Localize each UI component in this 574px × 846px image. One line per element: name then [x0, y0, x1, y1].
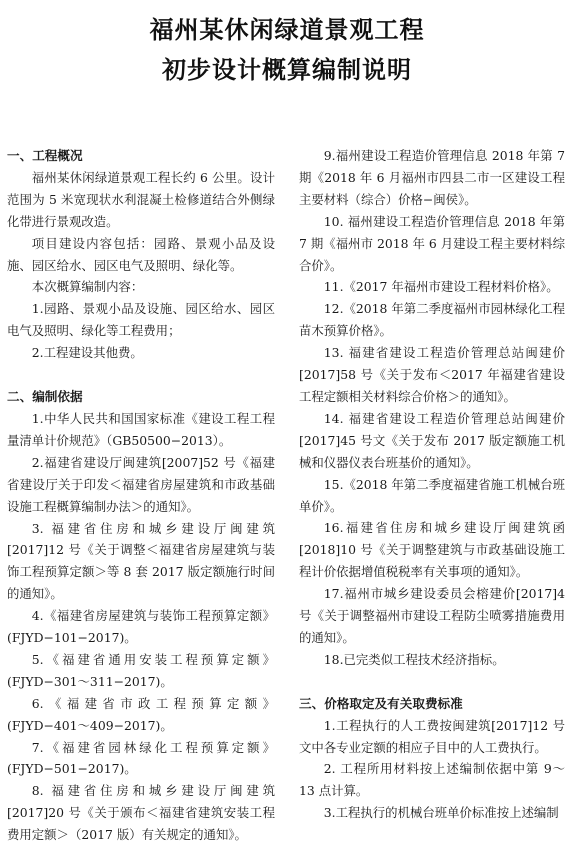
paragraph: 18.已完类似工程技术经济指标。: [323, 651, 505, 667]
paragraph: 11.《2017 年福州市建设工程材料价格》。: [323, 279, 559, 295]
right-column: [299, 145, 565, 824]
paragraph: 14. 福建省建设工程造价管理总站闽建价[2017]45 号文《关于发布 2017 版定额施工机械和仪器仪表台班基价的通知》。: [299, 410, 565, 470]
section-heading: 三、价格取定及有关取费标准: [299, 695, 463, 711]
paragraph: 16.福建省住房和城乡建设厅闽建筑函[2018]10 号《关于调整建筑与市政基础设施工程计价依据增值税税率有关事项的通知》。: [299, 520, 565, 580]
paragraph: 1.工程执行的人工费按闽建筑[2017]12 号文中各专业定额的相应子目中的人工费执行。: [299, 717, 565, 755]
paragraph: 17.福州市城乡建设委员会榕建价[2017]4 号《关于调整福州市建设工程防尘喷雾措施费用的通知》。: [299, 586, 565, 645]
left-column: [7, 145, 275, 846]
paragraph: 6.《福建省市政工程预算定额》(FJYD−401～409−2017)。: [7, 695, 275, 733]
paragraph: 2.福建省建设厅闽建筑[2007]52 号《福建省建设厅关于印发＜福建省房屋建筑和市政基础设施工程概算编制办法＞的通知》。: [7, 454, 275, 514]
document-title-line1: 福州某休闲绿道景观工程: [149, 16, 425, 44]
paragraph: 7.《福建省园林绿化工程预算定额》(FJYD−501−2017)。: [7, 739, 275, 777]
paragraph: 1.园路、景观小品及设施、园区给水、园区电气及照明、绿化等工程费用；: [7, 301, 275, 339]
paragraph: 15.《2018 年第二季度福建省施工机械台班单价》。: [299, 476, 565, 514]
paragraph: 5.《福建省通用安装工程预算定额》(FJYD−301～311−2017)。: [7, 651, 275, 689]
paragraph: 9.福州建设工程造价管理信息 2018 年第 7 期《2018 年 6 月福州市四县二市一区建设工程主要材料（综合）价格−闽侯》。: [299, 148, 565, 207]
paragraph: 福州某休闲绿道景观工程长约 6 公里。设计范围为 5 米宽现状水利混凝土检修道结合外侧绿化带进行景观改造。: [7, 169, 275, 229]
paragraph: 12.《2018 年第二季度福州市园林绿化工程苗木预算价格》。: [299, 301, 565, 339]
section-heading: 二、编制依据: [7, 389, 83, 405]
section-heading: 一、工程概况: [7, 148, 83, 163]
document-title-line2: 初步设计概算编制说明: [162, 56, 412, 84]
paragraph: 本次概算编制内容：: [31, 279, 144, 295]
paragraph: 3.工程执行的机械台班单价标准按上述编制: [323, 805, 559, 821]
paragraph: 8. 福建省住房和城乡建设厅闽建筑[2017]20 号《关于颁布＜福建省建筑安装工程费用定额＞（2017 版）有关规定的通知》。: [7, 783, 275, 843]
paragraph: 2.工程建设其他费。: [31, 345, 143, 361]
paragraph: 4.《福建省房屋建筑与装饰工程预算定额》(FJYD−101−2017)。: [7, 608, 275, 646]
paragraph: 13. 福建省建设工程造价管理总站闽建价[2017]58 号《关于发布＜2017 年福建省建设工程定额相关材料综合价格＞的通知》。: [299, 345, 565, 404]
paragraph: 1.中华人民共和国国家标准《建设工程工程量清单计价规范》（GB50500−2013）。: [7, 410, 275, 448]
paragraph: 项目建设内容包括：园路、景观小品及设施、园区给水、园区电气及照明、绿化等。: [7, 235, 275, 273]
paragraph: 2. 工程所用材料按上述编制依据中第 9～13 点计算。: [299, 761, 565, 799]
paragraph: 3. 福建省住房和城乡建设厅闽建筑[2017]12 号《关于调整＜福建省房屋建筑与装饰工程预算定额＞等 8 套 2017 版定额施行时间的通知》。: [7, 520, 275, 602]
section-gap: [299, 671, 565, 693]
section-gap: [7, 364, 275, 386]
paragraph: 10. 福州建设工程造价管理信息 2018 年第 7 期《福州市 2018 年 6 月建设工程主要材料综合价》。: [299, 213, 565, 273]
